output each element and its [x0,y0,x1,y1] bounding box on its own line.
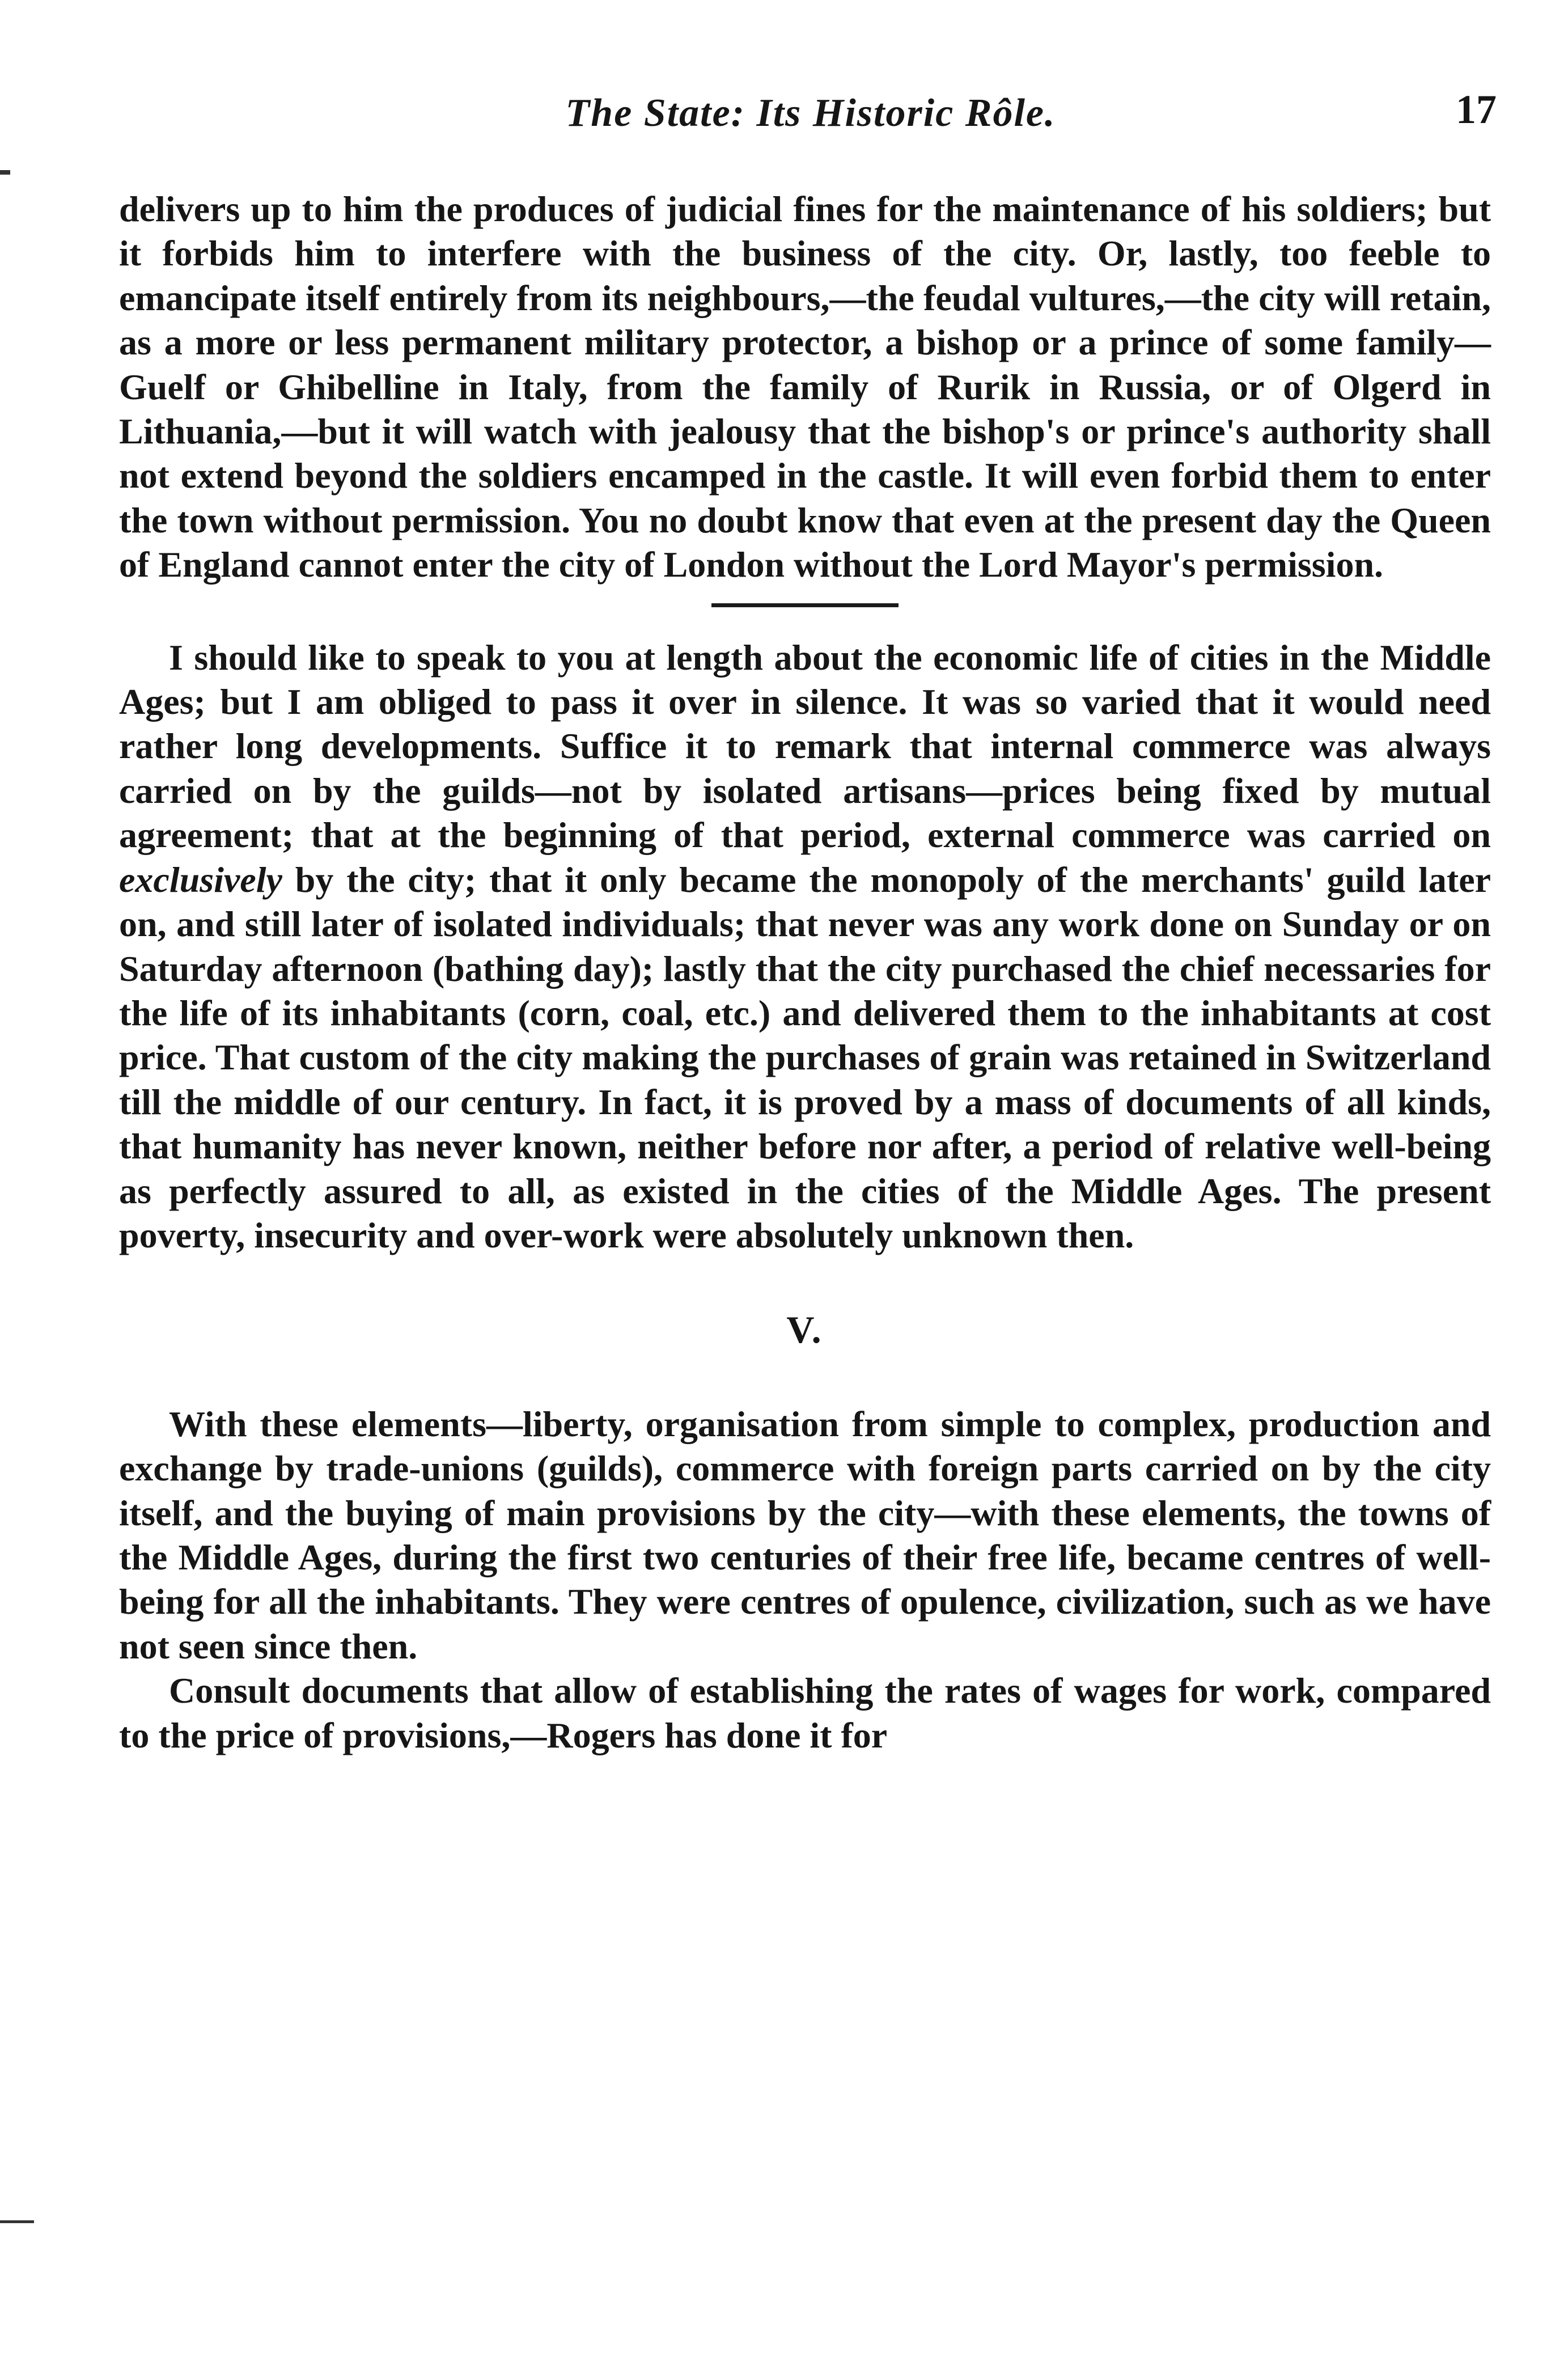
paragraph-text: I should like to speak to you at length about the economic life of cities in the Middle Ages; but I am obliged to pass it over in silence. It was so varied that it would need rather long developments. Suffice it to remark that internal commerce was always carried on by the guilds—not by isolated artisans—prices being fixed by mutual agreement; that at the beginning of that period, external commerce was carried on [119,637,1491,856]
page-number: 17 [1456,87,1497,132]
paragraph-text: by the city; that it only became the monopoly of the merchants' guild later on, and still later of isolated individuals; that never was any work done on Sunday or on Saturday afternoon (bathing day); lastly that the city purchased the chief necessaries for the life of its inhabitants (corn, coal, etc.) and delivered them to the inhabitants at cost price. That custom of the city making the purchases of grain was retained in Switzerland till the middle of our century. In fact, it is proved by a mass of documents of all kinds, that humanity has never known, neither before nor after, a period of relative well-being as perfectly assured to all, as existed in the cities of the Middle Ages. The present poverty, insecurity and over-work were absolutely unknown then. [119,859,1491,1255]
paragraph: Consult documents that allow of establishing the rates of wages for work, compared to the price of provisions,—Rogers has done it for [119,1670,1491,1755]
paragraph: delivers up to him the produces of judicial fines for the maintenance of his soldiers; but it forbids him to interfere with the business of the city. Or, lastly, too feeble to emancipate itself entirely from its neighbours,—the feudal vultures,—the city will retain, as a more or less permanent military protector, a bishop or a prince of some family—Guelf or Ghibelline in Italy, from the family of Rurik in Russia, or of Olgerd in Lithuania,—but it will watch with jealousy that the bishop's or prince's authority shall not extend beyond the soldiers encamped in the castle. It will even forbid them to enter the town without permission. You no doubt know that even at the present day the Queen of England cannot enter the city of London without the Lord Mayor's permission. [119,189,1491,585]
body-text [119,187,1491,1758]
margin-mark [0,2220,34,2223]
emphasized-word: exclusively [119,859,282,900]
paragraph: With these elements—liberty, organisation from simple to complex, production and exchange by trade-unions (guilds), commerce with foreign parts carried on by the city itself, and the buying of main provisions by the city—with these elements, the towns of the Middle Ages, during the first two centuries of their free life, became centres of well-being for all the inhabitants. They were centres of opulence, civilization, such as we have not seen since then. [119,1403,1491,1666]
paragraph [119,636,1491,1258]
section-divider-rule [711,603,899,607]
page-header [119,74,1502,142]
section-heading: V. [786,1308,824,1352]
running-title: The State: Its Historic Rôle. [565,91,1056,135]
margin-mark [0,170,10,175]
